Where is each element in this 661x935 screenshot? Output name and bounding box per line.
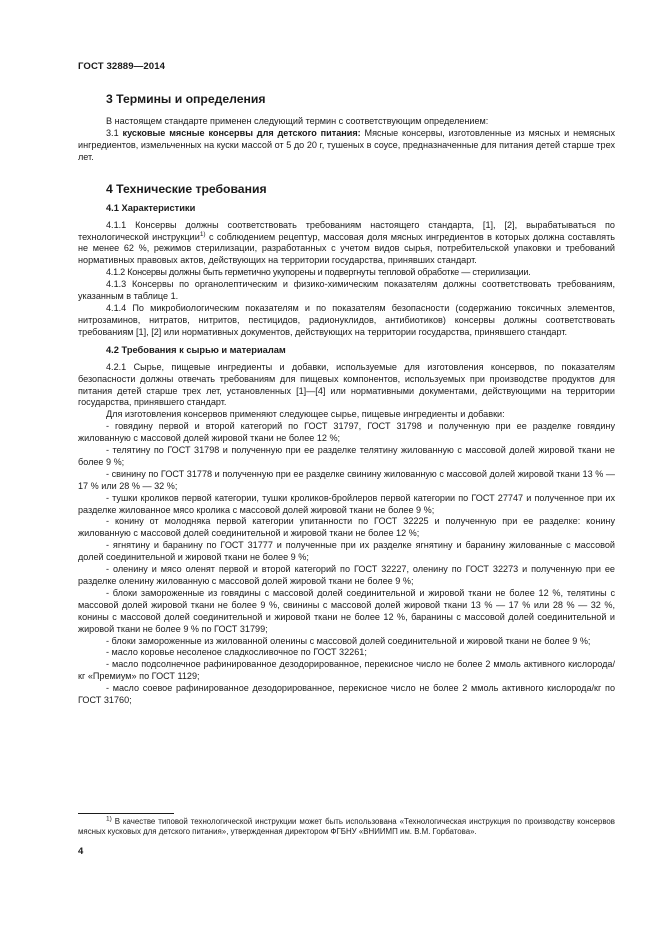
- term-3-1: [78, 128, 615, 164]
- list-item: - ягнятину и баранину по ГОСТ 31777 и полученные при их разделке ягнятину и баранину жилованные с массовой долей соединительной и жировой ткани не более 9 %;: [78, 540, 615, 563]
- footnote-marker: 1): [106, 815, 112, 823]
- paragraph-4-1-1: 4.1.1 Консервы должны соответствовать требованиям настоящего стандарта, [1], [2], вырабатываться по технологической инструкции$^{1)}$ с соблюдением рецептур, массовая доля мясных ингредиентов в которых должна составлять не менее 62 %, режимов стерилизации, разработанных с учетом видов сырья, потребительской упаковки и требований нормативных правовых актов, действующих на территории государства, принявших стандарт.: [78, 219, 615, 266]
- footnote: [78, 817, 615, 837]
- list-item: - тушки кроликов первой категории, тушки кроликов-бройлеров первой категории по ГОСТ 27747 и полученное при их разделке жилованное мясо кролика с массовой долей жировой ткани не более 9 %;: [78, 492, 615, 515]
- term-definition: Мясные консервы, изготовленные из мясных и немясных ингредиентов, измельченных на куски массой от 5 до 20 г, тушеных в соусе, предназначенные для питания детей старше трех лет.: [78, 127, 616, 162]
- paragraph-4-1-4: 4.1.4 По микробиологическим показателям и по показателям безопасности (содержанию токсичных элементов, нитрозаминов, нитратов, нитритов, пестицидов, радионуклидов, антибиотиков) консервы должны соответствовать требованиям [1], [2] или нормативных документов, действующих на территории государства, принявшего стандарт.: [78, 302, 615, 337]
- section-4-title: 4 Технические требования: [106, 181, 267, 196]
- list-item: - блоки замороженные из жилованной оленины с массовой долей соединительной и жировой ткани не более 9 %;: [106, 635, 591, 646]
- list-item: - масло коровье несоленое сладкосливочное по ГОСТ 32261;: [106, 647, 367, 658]
- subsection-4-1-title: 4.1 Характеристики: [106, 202, 196, 213]
- footnote-divider: [78, 813, 174, 814]
- term-name: кусковые мясные консервы для детского питания:: [122, 127, 361, 138]
- paragraph-4-2-1: 4.2.1 Сырье, пищевые ингредиенты и добавки, используемые для изготовления консервов, по показателям безопасности должны отвечать требованиям для пищевых компонентов, используемых при производстве продуктов для питания детей старше трех лет, установленных [1]—[4] или нормативными документами, действующими на территории государства, принявшего стандарт.: [78, 361, 615, 408]
- list-item: - масло подсолнечное рафинированное дезодорированное, перекисное число не более 2 ммоль активного кислорода/кг «Премиум» по ГОСТ 1129;: [78, 659, 615, 682]
- term-number: 3.1: [106, 127, 119, 138]
- list-item: - свинину по ГОСТ 31778 и полученную при ее разделке свинину жилованную с массовой долей жировой ткани 13 % — 17 % или 28 % — 32 %;: [78, 468, 615, 491]
- section-3-title: 3 Термины и определения: [106, 92, 266, 106]
- raw-materials-intro: Для изготовления консервов применяют следующее сырье, пищевые ингредиенты и добавки:: [106, 409, 505, 420]
- list-item: - оленину и мясо оленят первой и второй категорий по ГОСТ 32227, оленину по ГОСТ 32273 и полученную при ее разделке оленину жилованную с массовой долей жировой ткани не более 9 %;: [78, 564, 615, 586]
- list-item: - масло соевое рафинированное дезодорированное, перекисное число не более 2 ммоль активного кислорода/кг по ГОСТ 31760;: [78, 683, 615, 706]
- list-item: - говядину первой и второй категорий по ГОСТ 31797, ГОСТ 31798 и полученную при ее разделке говядину жилованную с массовой долей жировой ткани не более 12 %;: [78, 421, 615, 444]
- subsection-4-2-title: 4.2 Требования к сырью и материалам: [106, 344, 286, 355]
- list-item: - блоки замороженные из говядины с массовой долей соединительной и жировой ткани не более 12 %, телятины с массовой долей жировой ткани не более 9 %, свинины с массовой долей жировой ткани 13 % — 17 % или 28 % — 32 %, конины с массовой долей соединительной и жировой ткани не более 12 %, баранины с массовой долей соединительной и жировой ткани не более 9 % по ГОСТ 31799;: [78, 587, 615, 634]
- page-number: 4: [78, 846, 84, 857]
- paragraph-4-1-2: 4.1.2 Консервы должны быть герметично укупорены и подвергнуты тепловой обработке — стерилизации.: [106, 267, 531, 278]
- list-item: - телятину по ГОСТ 31798 и полученную при ее разделке телятину жилованную с массовой долей жировой ткани не более 9 %;: [78, 445, 615, 467]
- footnote-ref: 1): [199, 230, 206, 238]
- page-content: [78, 92, 615, 707]
- list-item: - конину от молодняка первой категории упитанности по ГОСТ 32225 и полученную при ее разделке: конину жилованную с массовой долей соединительной и жировой ткани не более 12 %;: [78, 516, 615, 539]
- section-3-intro: В настоящем стандарте применен следующий термин с соответствующим определением:: [106, 116, 489, 126]
- standard-header: ГОСТ 32889—2014: [78, 61, 166, 72]
- paragraph-4-1-3: 4.1.3 Консервы по органолептическим и физико-химическим показателям должны соответствовать требованиям, указанным в таблице 1.: [78, 279, 615, 302]
- footnote-text: В качестве типовой технологической инструкции может быть использована «Технологическая инструкция по производству консервов мясных кусковых для детского питания», утвержденная директором ФГБНУ «ВНИИМП им. В.М. Горбатова».: [78, 817, 615, 837]
